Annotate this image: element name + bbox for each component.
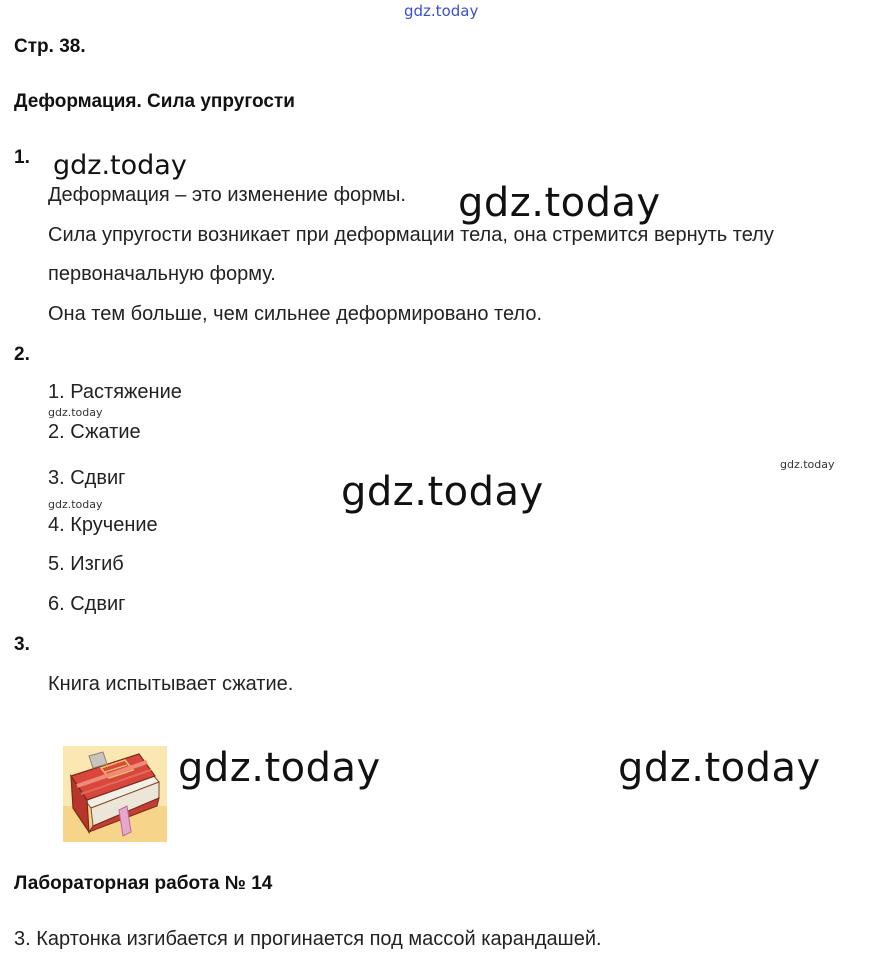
q2-item: 4. Кручение xyxy=(48,514,158,536)
q2-item: 2. Сжатие xyxy=(48,421,141,443)
watermark-top: gdz.today xyxy=(404,2,479,20)
q1-line: первоначальную форму. xyxy=(48,263,276,285)
question-3-number: 3. xyxy=(14,634,30,655)
question-1-number: 1. xyxy=(14,147,30,168)
q2-item: 1. Растяжение xyxy=(48,381,182,403)
page-label: Стр. 38. xyxy=(14,36,86,57)
q2-item: 6. Сдвиг xyxy=(48,593,126,615)
q1-line: Сила упругости возникает при деформации тела, она стремится вернуть телу xyxy=(48,224,774,246)
lab-title: Лабораторная работа № 14 xyxy=(14,873,273,894)
q1-line: Она тем больше, чем сильнее деформировано тело. xyxy=(48,303,542,325)
question-2-number: 2. xyxy=(14,344,30,365)
q3-answer: Книга испытывает сжатие. xyxy=(48,673,294,695)
lab-answer: 3. Картонка изгибается и прогинается под массой карандашей. xyxy=(14,928,602,950)
watermark: gdz.today xyxy=(48,498,103,511)
q1-line: Деформация – это изменение формы. xyxy=(48,184,406,206)
book-image xyxy=(63,746,167,842)
watermark: gdz.today xyxy=(341,469,544,515)
watermark: gdz.today xyxy=(48,406,103,419)
watermark: gdz.today xyxy=(458,180,661,226)
section-title: Деформация. Сила упругости xyxy=(14,91,295,112)
q2-item: 3. Сдвиг xyxy=(48,467,126,489)
watermark: gdz.today xyxy=(178,745,381,791)
watermark: gdz.today xyxy=(618,745,821,791)
watermark: gdz.today xyxy=(53,150,187,181)
q2-item: 5. Изгиб xyxy=(48,553,124,575)
watermark: gdz.today xyxy=(780,458,835,471)
